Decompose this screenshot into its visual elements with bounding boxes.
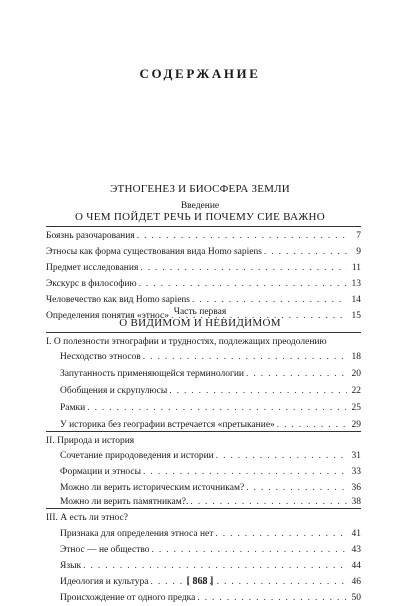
- toc-entry[interactable]: Несходство этносов . . . 18: [60, 351, 361, 363]
- chapter-3: [46, 510, 361, 604]
- toc-entry[interactable]: Экскурс в философию . . . 13: [46, 278, 361, 290]
- toc-entry[interactable]: Признака для определения этноса нет . . . 41: [60, 528, 361, 540]
- toc-entry[interactable]: Рамки . . . 25: [60, 402, 361, 414]
- toc-entry[interactable]: Формации и этносы . . . 33: [60, 466, 361, 478]
- toc-entry[interactable]: Сочетание природоведения и истории . . . 31: [60, 450, 361, 462]
- part1-label: Часть первая: [173, 307, 227, 317]
- toc-entry[interactable]: Предмет исследования . . . 11: [46, 262, 361, 274]
- toc-entry[interactable]: Идеология и культура . . . 46: [60, 576, 361, 588]
- intro-divider: [46, 226, 361, 227]
- toc-entry[interactable]: Можно ли верить памятникам?. . . . 38: [60, 496, 361, 508]
- toc-entry[interactable]: У историка без географии встречается «претыкание» . . . 29: [60, 419, 361, 431]
- toc-entry[interactable]: Происхождение от одного предка . . . 50: [60, 592, 361, 604]
- page-title: СОДЕРЖАНИЕ: [139, 66, 261, 81]
- toc-entry[interactable]: Боязнь разочарования . . . 7: [46, 230, 361, 242]
- book-title: ЭТНОГЕНЕЗ И БИОСФЕРА ЗЕМЛИ: [110, 183, 290, 195]
- chapter-heading[interactable]: I. О полезности этнографии и трудностях, подлежащих преодолению: [46, 337, 327, 347]
- part1-title: О ВИДИМОМ И НЕВИДИМОМ: [119, 317, 281, 329]
- part1-divider: [46, 332, 361, 333]
- chapter-heading[interactable]: III. А есть ли этнос?: [46, 513, 128, 523]
- page-number: [ 868 ]: [186, 576, 214, 587]
- toc-entry[interactable]: Можно ли верить историческим источникам? . . . 36: [60, 482, 361, 494]
- toc-entry[interactable]: Обобщения и скрупулюсы . . . 22: [60, 385, 361, 397]
- intro-title: О ЧЕМ ПОЙДЕТ РЕЧЬ И ПОЧЕМУ СИЕ ВАЖНО: [74, 211, 326, 223]
- toc-entry[interactable]: Человечество как вид Homo sapiens . . . 14: [46, 294, 361, 306]
- toc-entry[interactable]: Язык . . . 44: [60, 560, 361, 572]
- chapter-1: [46, 334, 361, 431]
- chapter-2: [46, 433, 361, 508]
- chapter-heading[interactable]: II. Природа и история: [46, 436, 135, 446]
- toc-entry[interactable]: Этнос — не общество . . . 43: [60, 544, 361, 556]
- toc-entry[interactable]: Этносы как форма существования вида Homo sapiens . . . 9: [46, 246, 361, 258]
- toc-entry[interactable]: Запутанность применяющейся терминологии . . . 20: [60, 368, 361, 380]
- chapter-divider: [46, 508, 361, 509]
- intro-label: Введение: [180, 201, 220, 211]
- chapter-divider: [46, 431, 361, 432]
- toc-entry[interactable]: Определения понятия «этнос» . . . 15: [46, 310, 361, 322]
